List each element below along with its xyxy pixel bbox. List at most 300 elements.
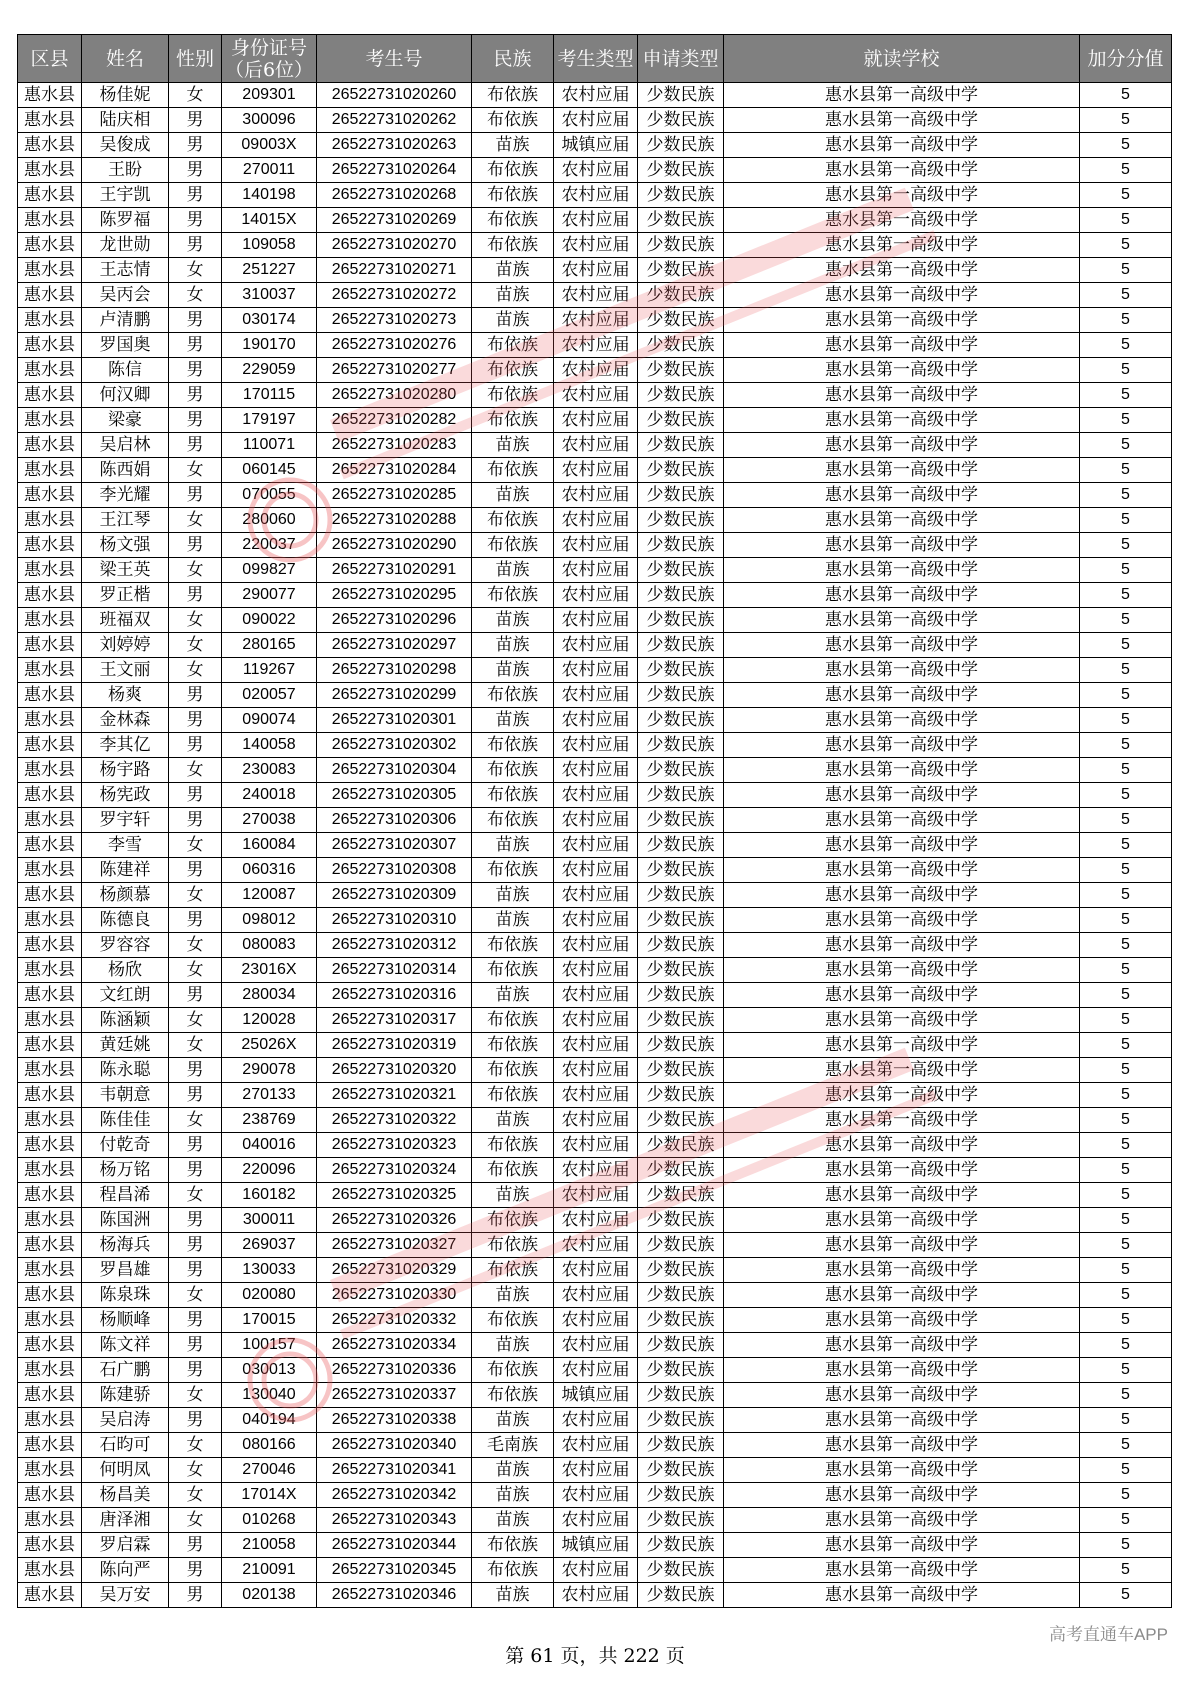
cell-id-suffix: 270133	[222, 1083, 317, 1108]
cell-id-suffix: 09003X	[222, 133, 317, 158]
cell-district: 惠水县	[18, 1583, 82, 1608]
table-row	[18, 1233, 1172, 1258]
cell-application-type: 少数民族	[638, 508, 724, 533]
cell-id-suffix: 080083	[222, 933, 317, 958]
cell-gender: 男	[169, 583, 222, 608]
cell-application-type: 少数民族	[638, 1133, 724, 1158]
cell-exam-number: 26522731020272	[317, 283, 472, 308]
cell-ethnicity: 苗族	[472, 708, 554, 733]
cell-candidate-type: 农村应届	[554, 1508, 638, 1533]
cell-id-suffix: 269037	[222, 1233, 317, 1258]
cell-district: 惠水县	[18, 233, 82, 258]
cell-exam-number: 26522731020341	[317, 1458, 472, 1483]
cell-school: 惠水县第一高级中学	[724, 158, 1080, 183]
cell-gender: 女	[169, 633, 222, 658]
cell-district: 惠水县	[18, 858, 82, 883]
cell-school: 惠水县第一高级中学	[724, 83, 1080, 108]
cell-id-suffix: 270046	[222, 1458, 317, 1483]
cell-name: 龙世勋	[82, 233, 169, 258]
cell-name: 陈罗福	[82, 208, 169, 233]
cell-exam-number: 26522731020302	[317, 733, 472, 758]
cell-exam-number: 26522731020316	[317, 983, 472, 1008]
cell-school: 惠水县第一高级中学	[724, 283, 1080, 308]
cell-id-suffix: 310037	[222, 283, 317, 308]
cell-district: 惠水县	[18, 408, 82, 433]
cell-ethnicity: 布依族	[472, 1383, 554, 1408]
cell-name: 石广鹏	[82, 1358, 169, 1383]
cell-school: 惠水县第一高级中学	[724, 1033, 1080, 1058]
cell-application-type: 少数民族	[638, 333, 724, 358]
cell-district: 惠水县	[18, 1208, 82, 1233]
cell-candidate-type: 农村应届	[554, 608, 638, 633]
cell-name: 陈国洲	[82, 1208, 169, 1233]
cell-application-type: 少数民族	[638, 258, 724, 283]
cell-gender: 男	[169, 783, 222, 808]
cell-gender: 男	[169, 1233, 222, 1258]
cell-school: 惠水县第一高级中学	[724, 1458, 1080, 1483]
cell-name: 陈西娟	[82, 458, 169, 483]
table-row	[18, 333, 1172, 358]
cell-district: 惠水县	[18, 1033, 82, 1058]
cell-district: 惠水县	[18, 483, 82, 508]
table-row	[18, 633, 1172, 658]
cell-candidate-type: 农村应届	[554, 958, 638, 983]
cell-exam-number: 26522731020338	[317, 1408, 472, 1433]
cell-id-suffix: 080166	[222, 1433, 317, 1458]
cell-application-type: 少数民族	[638, 1033, 724, 1058]
cell-id-suffix: 160182	[222, 1183, 317, 1208]
table-row	[18, 133, 1172, 158]
table-row	[18, 1108, 1172, 1133]
cell-name: 杨爽	[82, 683, 169, 708]
cell-school: 惠水县第一高级中学	[724, 1508, 1080, 1533]
cell-name: 韦朝意	[82, 1083, 169, 1108]
cell-ethnicity: 布依族	[472, 933, 554, 958]
cell-gender: 男	[169, 858, 222, 883]
cell-ethnicity: 布依族	[472, 583, 554, 608]
cell-bonus-points: 5	[1080, 1508, 1172, 1533]
cell-gender: 男	[169, 1558, 222, 1583]
cell-district: 惠水县	[18, 708, 82, 733]
cell-candidate-type: 农村应届	[554, 333, 638, 358]
cell-candidate-type: 农村应届	[554, 383, 638, 408]
cell-bonus-points: 5	[1080, 358, 1172, 383]
header-bonus-points: 加分分值	[1080, 35, 1172, 83]
header-gender: 性别	[169, 35, 222, 83]
cell-name: 陈德良	[82, 908, 169, 933]
cell-gender: 男	[169, 333, 222, 358]
cell-ethnicity: 布依族	[472, 1083, 554, 1108]
cell-candidate-type: 农村应届	[554, 258, 638, 283]
cell-gender: 男	[169, 233, 222, 258]
cell-candidate-type: 农村应届	[554, 183, 638, 208]
cell-gender: 女	[169, 1033, 222, 1058]
cell-application-type: 少数民族	[638, 608, 724, 633]
table-row	[18, 283, 1172, 308]
cell-candidate-type: 农村应届	[554, 1333, 638, 1358]
cell-name: 陈永聪	[82, 1058, 169, 1083]
cell-school: 惠水县第一高级中学	[724, 558, 1080, 583]
cell-ethnicity: 苗族	[472, 608, 554, 633]
cell-name: 陆庆相	[82, 108, 169, 133]
cell-school: 惠水县第一高级中学	[724, 1158, 1080, 1183]
cell-name: 石昀可	[82, 1433, 169, 1458]
cell-ethnicity: 布依族	[472, 208, 554, 233]
cell-ethnicity: 布依族	[472, 733, 554, 758]
cell-ethnicity: 苗族	[472, 1108, 554, 1133]
cell-district: 惠水县	[18, 258, 82, 283]
table-row	[18, 733, 1172, 758]
cell-exam-number: 26522731020282	[317, 408, 472, 433]
cell-district: 惠水县	[18, 1558, 82, 1583]
cell-district: 惠水县	[18, 433, 82, 458]
cell-school: 惠水县第一高级中学	[724, 433, 1080, 458]
cell-gender: 男	[169, 733, 222, 758]
cell-name: 陈信	[82, 358, 169, 383]
cell-school: 惠水县第一高级中学	[724, 458, 1080, 483]
cell-gender: 女	[169, 1183, 222, 1208]
cell-id-suffix: 120087	[222, 883, 317, 908]
cell-id-suffix: 040016	[222, 1133, 317, 1158]
cell-gender: 女	[169, 1433, 222, 1458]
cell-exam-number: 26522731020295	[317, 583, 472, 608]
cell-candidate-type: 农村应届	[554, 1258, 638, 1283]
table-row	[18, 183, 1172, 208]
cell-name: 罗正楷	[82, 583, 169, 608]
table-row	[18, 1008, 1172, 1033]
cell-school: 惠水县第一高级中学	[724, 508, 1080, 533]
cell-candidate-type: 农村应届	[554, 1133, 638, 1158]
cell-application-type: 少数民族	[638, 683, 724, 708]
cell-district: 惠水县	[18, 1333, 82, 1358]
cell-bonus-points: 5	[1080, 1008, 1172, 1033]
cell-school: 惠水县第一高级中学	[724, 1333, 1080, 1358]
cell-gender: 男	[169, 1333, 222, 1358]
cell-gender: 女	[169, 283, 222, 308]
cell-ethnicity: 布依族	[472, 1308, 554, 1333]
cell-bonus-points: 5	[1080, 708, 1172, 733]
cell-gender: 女	[169, 1508, 222, 1533]
cell-id-suffix: 060316	[222, 858, 317, 883]
cell-id-suffix: 229059	[222, 358, 317, 383]
cell-bonus-points: 5	[1080, 1158, 1172, 1183]
cell-ethnicity: 布依族	[472, 1233, 554, 1258]
cell-name: 李光耀	[82, 483, 169, 508]
cell-exam-number: 26522731020327	[317, 1233, 472, 1258]
cell-district: 惠水县	[18, 1183, 82, 1208]
cell-name: 梁豪	[82, 408, 169, 433]
cell-ethnicity: 布依族	[472, 1558, 554, 1583]
table-row	[18, 933, 1172, 958]
cell-gender: 男	[169, 1208, 222, 1233]
cell-bonus-points: 5	[1080, 808, 1172, 833]
table-row	[18, 408, 1172, 433]
cell-candidate-type: 农村应届	[554, 1408, 638, 1433]
cell-id-suffix: 090022	[222, 608, 317, 633]
cell-school: 惠水县第一高级中学	[724, 233, 1080, 258]
cell-exam-number: 26522731020285	[317, 483, 472, 508]
cell-bonus-points: 5	[1080, 1458, 1172, 1483]
cell-ethnicity: 布依族	[472, 683, 554, 708]
cell-district: 惠水县	[18, 133, 82, 158]
cell-gender: 男	[169, 1058, 222, 1083]
cell-name: 杨佳妮	[82, 83, 169, 108]
cell-application-type: 少数民族	[638, 83, 724, 108]
cell-district: 惠水县	[18, 1508, 82, 1533]
cell-name: 吴丙会	[82, 283, 169, 308]
cell-school: 惠水县第一高级中学	[724, 1558, 1080, 1583]
cell-gender: 男	[169, 1158, 222, 1183]
cell-application-type: 少数民族	[638, 1208, 724, 1233]
cell-gender: 男	[169, 1258, 222, 1283]
cell-district: 惠水县	[18, 1433, 82, 1458]
cell-application-type: 少数民族	[638, 133, 724, 158]
cell-ethnicity: 苗族	[472, 433, 554, 458]
cell-district: 惠水县	[18, 508, 82, 533]
cell-application-type: 少数民族	[638, 108, 724, 133]
cell-bonus-points: 5	[1080, 883, 1172, 908]
cell-district: 惠水县	[18, 333, 82, 358]
cell-gender: 男	[169, 133, 222, 158]
header-row	[18, 35, 1172, 83]
cell-district: 惠水县	[18, 358, 82, 383]
cell-exam-number: 26522731020344	[317, 1533, 472, 1558]
cell-ethnicity: 苗族	[472, 308, 554, 333]
cell-school: 惠水县第一高级中学	[724, 683, 1080, 708]
cell-bonus-points: 5	[1080, 733, 1172, 758]
table-row	[18, 1558, 1172, 1583]
cell-district: 惠水县	[18, 958, 82, 983]
cell-ethnicity: 布依族	[472, 1358, 554, 1383]
cell-gender: 女	[169, 1383, 222, 1408]
cell-bonus-points: 5	[1080, 308, 1172, 333]
cell-candidate-type: 农村应届	[554, 708, 638, 733]
cell-name: 杨万铭	[82, 1158, 169, 1183]
cell-candidate-type: 农村应届	[554, 158, 638, 183]
cell-ethnicity: 布依族	[472, 508, 554, 533]
cell-id-suffix: 099827	[222, 558, 317, 583]
table-header	[18, 35, 1172, 83]
cell-id-suffix: 130033	[222, 1258, 317, 1283]
cell-school: 惠水县第一高级中学	[724, 1583, 1080, 1608]
cell-name: 陈建祥	[82, 858, 169, 883]
cell-ethnicity: 苗族	[472, 133, 554, 158]
table-row	[18, 708, 1172, 733]
cell-id-suffix: 020057	[222, 683, 317, 708]
cell-name: 杨欣	[82, 958, 169, 983]
cell-candidate-type: 农村应届	[554, 1183, 638, 1208]
cell-candidate-type: 城镇应届	[554, 1383, 638, 1408]
cell-school: 惠水县第一高级中学	[724, 108, 1080, 133]
cell-id-suffix: 179197	[222, 408, 317, 433]
cell-bonus-points: 5	[1080, 133, 1172, 158]
cell-district: 惠水县	[18, 683, 82, 708]
cell-name: 陈向严	[82, 1558, 169, 1583]
cell-exam-number: 26522731020332	[317, 1308, 472, 1333]
cell-candidate-type: 农村应届	[554, 208, 638, 233]
cell-bonus-points: 5	[1080, 858, 1172, 883]
cell-exam-number: 26522731020270	[317, 233, 472, 258]
cell-name: 罗国奥	[82, 333, 169, 358]
cell-district: 惠水县	[18, 1308, 82, 1333]
cell-school: 惠水县第一高级中学	[724, 258, 1080, 283]
cell-exam-number: 26522731020342	[317, 1483, 472, 1508]
cell-district: 惠水县	[18, 1383, 82, 1408]
cell-school: 惠水县第一高级中学	[724, 1358, 1080, 1383]
cell-district: 惠水县	[18, 883, 82, 908]
cell-candidate-type: 农村应届	[554, 683, 638, 708]
cell-district: 惠水县	[18, 1133, 82, 1158]
cell-candidate-type: 农村应届	[554, 1308, 638, 1333]
cell-district: 惠水县	[18, 808, 82, 833]
cell-ethnicity: 布依族	[472, 108, 554, 133]
cell-bonus-points: 5	[1080, 408, 1172, 433]
cell-school: 惠水县第一高级中学	[724, 1058, 1080, 1083]
cell-application-type: 少数民族	[638, 358, 724, 383]
cell-id-suffix: 090074	[222, 708, 317, 733]
table-row	[18, 83, 1172, 108]
cell-gender: 女	[169, 83, 222, 108]
cell-application-type: 少数民族	[638, 1558, 724, 1583]
cell-name: 李雪	[82, 833, 169, 858]
cell-candidate-type: 农村应届	[554, 1358, 638, 1383]
table-row	[18, 1308, 1172, 1333]
cell-id-suffix: 280165	[222, 633, 317, 658]
cell-exam-number: 26522731020326	[317, 1208, 472, 1233]
cell-exam-number: 26522731020273	[317, 308, 472, 333]
cell-gender: 女	[169, 883, 222, 908]
cell-exam-number: 26522731020263	[317, 133, 472, 158]
cell-ethnicity: 布依族	[472, 783, 554, 808]
table-row	[18, 1583, 1172, 1608]
cell-gender: 女	[169, 833, 222, 858]
table-row	[18, 1283, 1172, 1308]
cell-exam-number: 26522731020329	[317, 1258, 472, 1283]
cell-school: 惠水县第一高级中学	[724, 533, 1080, 558]
cell-id-suffix: 270011	[222, 158, 317, 183]
cell-name: 吴俊成	[82, 133, 169, 158]
cell-school: 惠水县第一高级中学	[724, 383, 1080, 408]
cell-bonus-points: 5	[1080, 1333, 1172, 1358]
cell-school: 惠水县第一高级中学	[724, 1383, 1080, 1408]
cell-district: 惠水县	[18, 308, 82, 333]
cell-id-suffix: 270038	[222, 808, 317, 833]
cell-name: 罗容容	[82, 933, 169, 958]
cell-district: 惠水县	[18, 1108, 82, 1133]
cell-school: 惠水县第一高级中学	[724, 783, 1080, 808]
cell-exam-number: 26522731020314	[317, 958, 472, 983]
table-row	[18, 158, 1172, 183]
cell-exam-number: 26522731020297	[317, 633, 472, 658]
cell-ethnicity: 苗族	[472, 1583, 554, 1608]
cell-exam-number: 26522731020283	[317, 433, 472, 458]
cell-bonus-points: 5	[1080, 1183, 1172, 1208]
cell-exam-number: 26522731020304	[317, 758, 472, 783]
cell-id-suffix: 119267	[222, 658, 317, 683]
cell-application-type: 少数民族	[638, 633, 724, 658]
cell-id-suffix: 210058	[222, 1533, 317, 1558]
cell-bonus-points: 5	[1080, 1283, 1172, 1308]
cell-district: 惠水县	[18, 633, 82, 658]
table-row	[18, 883, 1172, 908]
cell-exam-number: 26522731020346	[317, 1583, 472, 1608]
cell-name: 杨海兵	[82, 1233, 169, 1258]
cell-id-suffix: 030013	[222, 1358, 317, 1383]
cell-district: 惠水县	[18, 1158, 82, 1183]
cell-candidate-type: 农村应届	[554, 1108, 638, 1133]
cell-exam-number: 26522731020305	[317, 783, 472, 808]
cell-gender: 女	[169, 758, 222, 783]
cell-district: 惠水县	[18, 983, 82, 1008]
cell-application-type: 少数民族	[638, 783, 724, 808]
cell-name: 班福双	[82, 608, 169, 633]
cell-exam-number: 26522731020321	[317, 1083, 472, 1108]
cell-candidate-type: 农村应届	[554, 583, 638, 608]
cell-candidate-type: 农村应届	[554, 1558, 638, 1583]
cell-candidate-type: 农村应届	[554, 358, 638, 383]
cell-school: 惠水县第一高级中学	[724, 1308, 1080, 1333]
table-row	[18, 833, 1172, 858]
cell-candidate-type: 农村应届	[554, 83, 638, 108]
cell-id-suffix: 098012	[222, 908, 317, 933]
cell-application-type: 少数民族	[638, 658, 724, 683]
cell-bonus-points: 5	[1080, 158, 1172, 183]
cell-bonus-points: 5	[1080, 283, 1172, 308]
cell-exam-number: 26522731020310	[317, 908, 472, 933]
header-school: 就读学校	[724, 35, 1080, 83]
cell-gender: 男	[169, 308, 222, 333]
cell-exam-number: 26522731020309	[317, 883, 472, 908]
cell-application-type: 少数民族	[638, 1533, 724, 1558]
cell-application-type: 少数民族	[638, 1333, 724, 1358]
cell-id-suffix: 140058	[222, 733, 317, 758]
cell-bonus-points: 5	[1080, 983, 1172, 1008]
cell-bonus-points: 5	[1080, 1233, 1172, 1258]
cell-name: 杨顺峰	[82, 1308, 169, 1333]
cell-candidate-type: 农村应届	[554, 758, 638, 783]
cell-name: 王盼	[82, 158, 169, 183]
cell-bonus-points: 5	[1080, 83, 1172, 108]
cell-application-type: 少数民族	[638, 1058, 724, 1083]
cell-application-type: 少数民族	[638, 833, 724, 858]
cell-gender: 女	[169, 558, 222, 583]
table-row	[18, 1258, 1172, 1283]
cell-id-suffix: 210091	[222, 1558, 317, 1583]
cell-exam-number: 26522731020268	[317, 183, 472, 208]
table-row	[18, 1533, 1172, 1558]
cell-gender: 女	[169, 1008, 222, 1033]
cell-candidate-type: 农村应届	[554, 633, 638, 658]
cell-district: 惠水县	[18, 1408, 82, 1433]
cell-ethnicity: 布依族	[472, 233, 554, 258]
cell-school: 惠水县第一高级中学	[724, 1483, 1080, 1508]
cell-school: 惠水县第一高级中学	[724, 1183, 1080, 1208]
cell-name: 罗宇轩	[82, 808, 169, 833]
cell-ethnicity: 布依族	[472, 1058, 554, 1083]
cell-ethnicity: 苗族	[472, 1408, 554, 1433]
cell-name: 金林森	[82, 708, 169, 733]
cell-bonus-points: 5	[1080, 1208, 1172, 1233]
cell-gender: 男	[169, 383, 222, 408]
cell-gender: 男	[169, 683, 222, 708]
cell-id-suffix: 251227	[222, 258, 317, 283]
cell-exam-number: 26522731020288	[317, 508, 472, 533]
cell-bonus-points: 5	[1080, 383, 1172, 408]
cell-name: 付乾奇	[82, 1133, 169, 1158]
cell-school: 惠水县第一高级中学	[724, 1133, 1080, 1158]
cell-gender: 男	[169, 208, 222, 233]
cell-exam-number: 26522731020298	[317, 658, 472, 683]
